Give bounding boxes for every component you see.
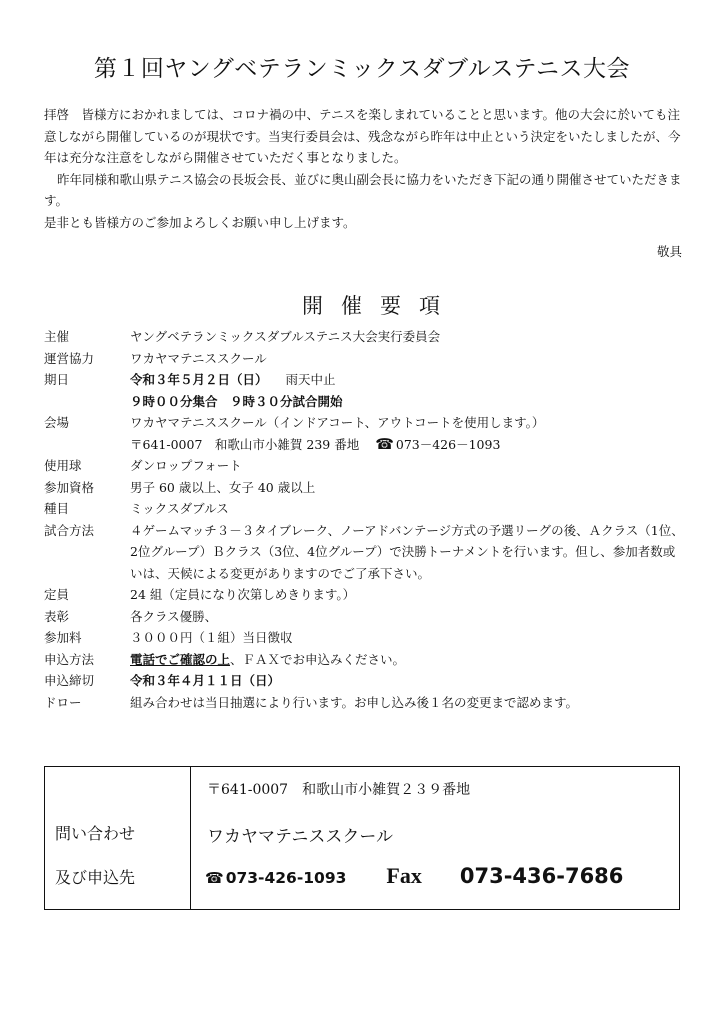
detail-value: 令和３年４月１１日（日） — [130, 673, 281, 688]
detail-value: 24 組（定員になり次第しめきります。） — [130, 587, 356, 602]
venue-phone-number: 073－426－1093 — [395, 436, 501, 452]
closing-word: 敬具 — [656, 244, 682, 259]
detail-value: ４ゲームマッチ３－３タイブレーク、ノーアドバンテージ方式の予選リーグの後、Ａクラス（1位、2位グループ）Ｂクラス（3位、4位グループ）で決勝トーナメントを行います。但し、参加者数或いは、天候による変更がありますのでご了承下さい。 — [130, 522, 684, 581]
event-date: 令和３年５月２日（日） — [130, 372, 268, 387]
intro-letter — [44, 104, 684, 233]
detail-value: ３０００円（１組）当日徴収 — [130, 630, 293, 645]
detail-label: 期日 — [44, 372, 70, 387]
venue-phone — [375, 434, 501, 453]
phone-icon: ☎ — [375, 434, 394, 453]
document-title: 第１回ヤングベテランミックスダブルステニス大会 — [93, 56, 631, 82]
event-details — [44, 326, 684, 713]
contact-address: 〒641-0007 和歌山市小雑賀２３９番地 — [207, 782, 471, 798]
detail-row-capacity — [44, 584, 684, 606]
contact-label-1: 問い合わせ — [55, 824, 136, 843]
detail-row-eligibility — [44, 477, 684, 499]
fax-label: Fax — [386, 863, 422, 888]
contact-box — [44, 766, 680, 910]
venue-address: 〒641-0007 和歌山市小雑賀 239 番地 — [130, 436, 360, 452]
detail-value: 各クラス優勝、 — [130, 608, 218, 624]
detail-row-award — [44, 606, 684, 628]
detail-value: ミックスダブルス — [130, 501, 229, 516]
detail-row-fee — [44, 627, 684, 649]
contact-tel-number: 073-426-1093 — [225, 869, 347, 887]
detail-value — [130, 369, 684, 391]
detail-row-organizer — [44, 326, 684, 348]
contact-tel — [205, 869, 346, 887]
detail-row-cooperation — [44, 348, 684, 370]
detail-label: 運営協力 — [44, 350, 95, 366]
event-time: ９時００分集合 ９時３０分試合開始 — [130, 393, 343, 409]
detail-row-time — [44, 391, 684, 413]
detail-value: ワカヤマテニススクール — [130, 350, 267, 366]
detail-row-apply-method — [44, 649, 684, 671]
intro-paragraph-1: 拝啓 皆様方におかれましては、コロナ禍の中、テニスを楽しまれていることと思います。他の大会に於いても注意しながら開催しているのが現状です。当実行委員会は、残念ながら昨年は中止という決定をいたしましたが、今年は充分な注意をしながら開催させていただく事となりました。 — [44, 107, 681, 165]
intro-paragraph-3: 是非とも皆様方のご参加よろしくお願い申し上げます。 — [44, 214, 356, 230]
apply-emphasis: 電話でご確認の上 — [130, 651, 231, 667]
contact-label-cell — [45, 767, 191, 909]
detail-label: 申込締切 — [44, 673, 95, 688]
detail-label: 定員 — [44, 587, 70, 602]
detail-label: 申込方法 — [44, 651, 95, 667]
phone-icon: ☎ — [205, 869, 224, 887]
apply-rest: 、ＦＡＸでお申込みください。 — [230, 651, 406, 667]
fax-number: 073-436-7686 — [459, 864, 624, 888]
detail-row-format — [44, 520, 684, 585]
intro-paragraph-2: 昨年同様和歌山県テニス協会の長坂会長、並びに奥山副会長に協力をいただき下記の通り開催させていただきます。 — [44, 171, 682, 208]
detail-label: 試合方法 — [44, 522, 95, 538]
contact-label-2: 及び申込先 — [55, 868, 136, 887]
section-title: 開催要項 — [302, 294, 458, 318]
contact-phones — [205, 863, 623, 889]
detail-label: 参加料 — [44, 630, 82, 645]
detail-row-deadline — [44, 670, 684, 692]
detail-label: 参加資格 — [44, 479, 95, 495]
detail-row-date — [44, 369, 684, 391]
detail-value — [130, 649, 684, 671]
detail-label: 使用球 — [44, 458, 82, 473]
contact-school-name: ワカヤマテニススクール — [207, 827, 393, 847]
detail-label: 主催 — [44, 329, 70, 344]
detail-row-venue-address — [44, 434, 684, 456]
detail-row-event — [44, 498, 684, 520]
detail-value: 組み合わせは当日抽選により行います。お申し込み後１名の変更まで認めます。 — [130, 694, 579, 710]
detail-row-venue — [44, 412, 684, 434]
detail-value: ダンロップフォート — [130, 458, 242, 473]
detail-label: 種目 — [44, 501, 70, 516]
detail-value: 男子 60 歳以上、女子 40 歳以上 — [130, 479, 316, 495]
detail-label: ドロー — [44, 694, 82, 710]
rain-note: 雨天中止 — [285, 372, 336, 387]
detail-label: 会場 — [44, 415, 70, 430]
detail-value: ヤングベテランミックスダブルステニス大会実行委員会 — [130, 329, 441, 344]
detail-label: 表彰 — [44, 608, 70, 624]
detail-row-ball — [44, 455, 684, 477]
detail-row-draw — [44, 692, 684, 714]
detail-value: ワカヤマテニススクール（インドアコート、アウトコートを使用します。） — [130, 415, 545, 430]
